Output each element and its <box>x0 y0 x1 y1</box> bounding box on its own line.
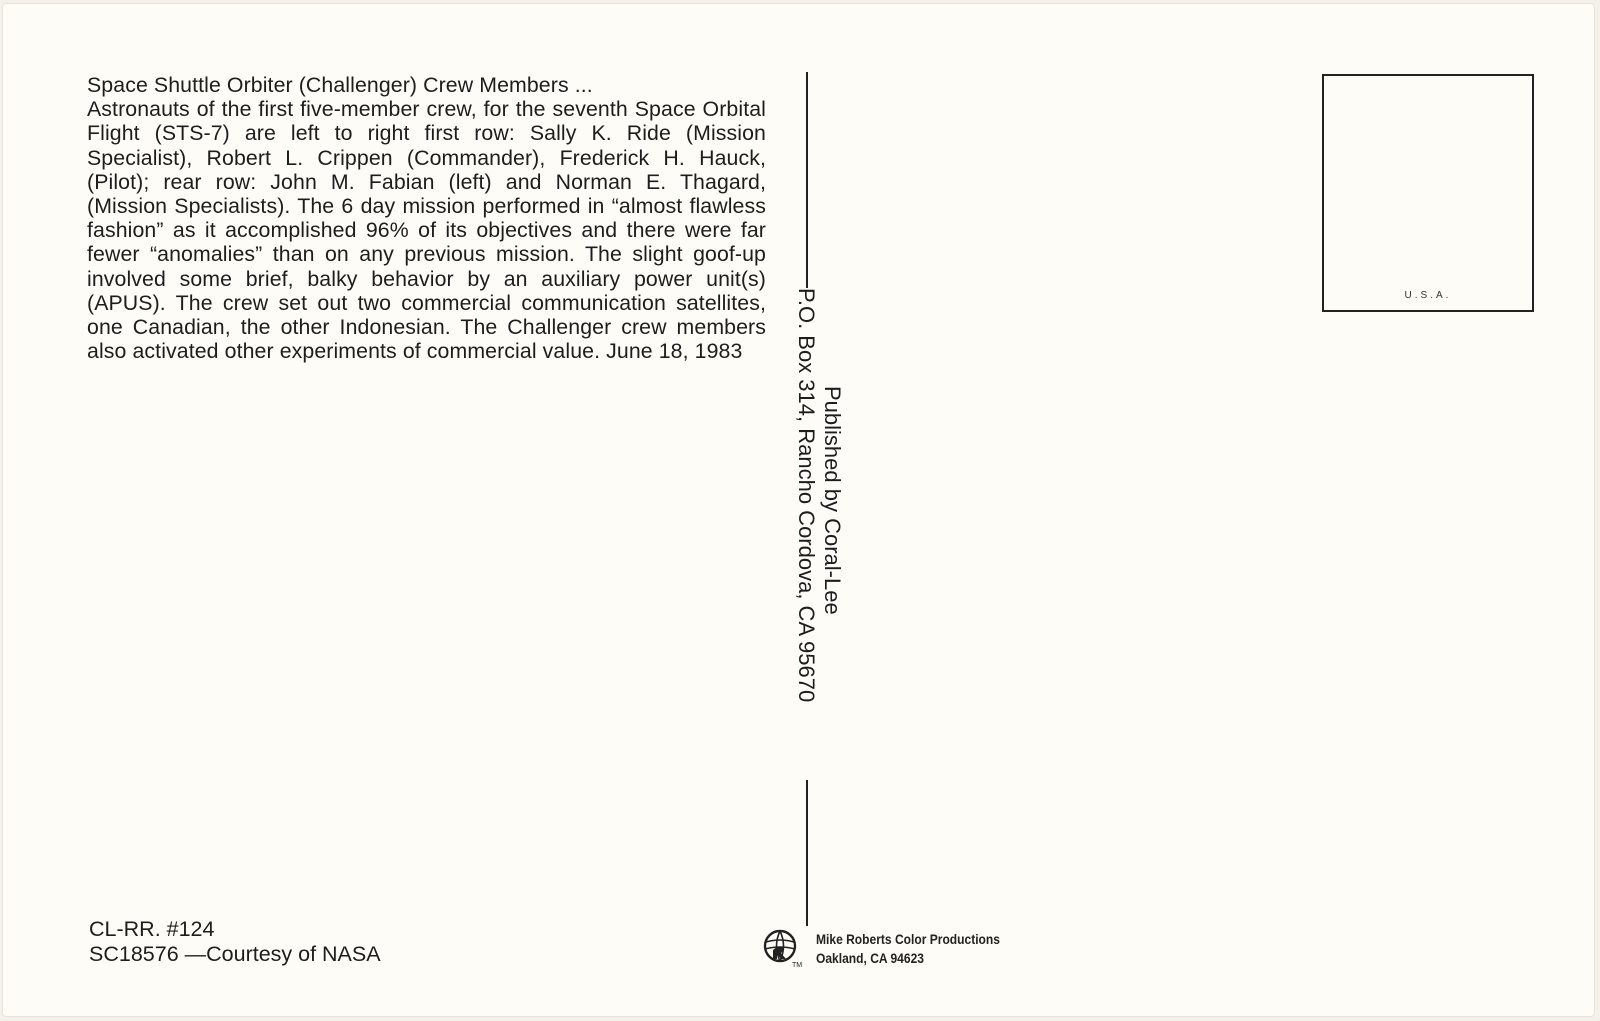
stamp-box <box>1322 74 1534 312</box>
svg-text:TM: TM <box>792 962 803 968</box>
printer-credit <box>816 930 1000 968</box>
mike-roberts-logo-icon <box>762 928 804 968</box>
printer-address: Oakland, CA 94623 <box>816 950 924 966</box>
publisher-name: Published by Coral-Lee <box>820 386 845 615</box>
card-codes <box>89 917 381 967</box>
caption-text <box>87 73 766 363</box>
photo-credit: SC18576 —Courtesy of NASA <box>89 942 381 966</box>
publisher-address: P.O. Box 314, Rancho Cordova, CA 95670 <box>794 288 819 703</box>
printer-name: Mike Roberts Color Productions <box>816 931 1000 947</box>
center-divider-top <box>806 72 808 288</box>
caption-body: Astronauts of the first five-member crew, for the seventh Space Orbital Flight (STS-7) are left to right first row: Sally K. Ride (Mission Specialist), Robert L. Crippen (Commander), Frederick H. Hauck, (Pilot); rear row: John M. Fabian (left) and Norman E. Thagard, (Mission Specialists). The 6 day mission performed in “almost flawless fashion” as it accomplished 96% of its objectives and there were far fewer “anomalies” than on any previous mission. The slight goof-up involved some brief, balky behavior by an auxiliary power unit(s) (APUS). The crew set out two commercial communication satellites, one Canadian, the other Indonesian. The Challenger crew members also activated other experiments of commercial value. June 18, 1983 <box>87 97 766 364</box>
catalog-number: CL-RR. #124 <box>89 917 215 941</box>
center-divider-bottom <box>806 780 808 926</box>
stamp-country-label: U.S.A. <box>1404 290 1452 301</box>
caption-title: Space Shuttle Orbiter (Challenger) Crew Members ... <box>87 73 593 97</box>
